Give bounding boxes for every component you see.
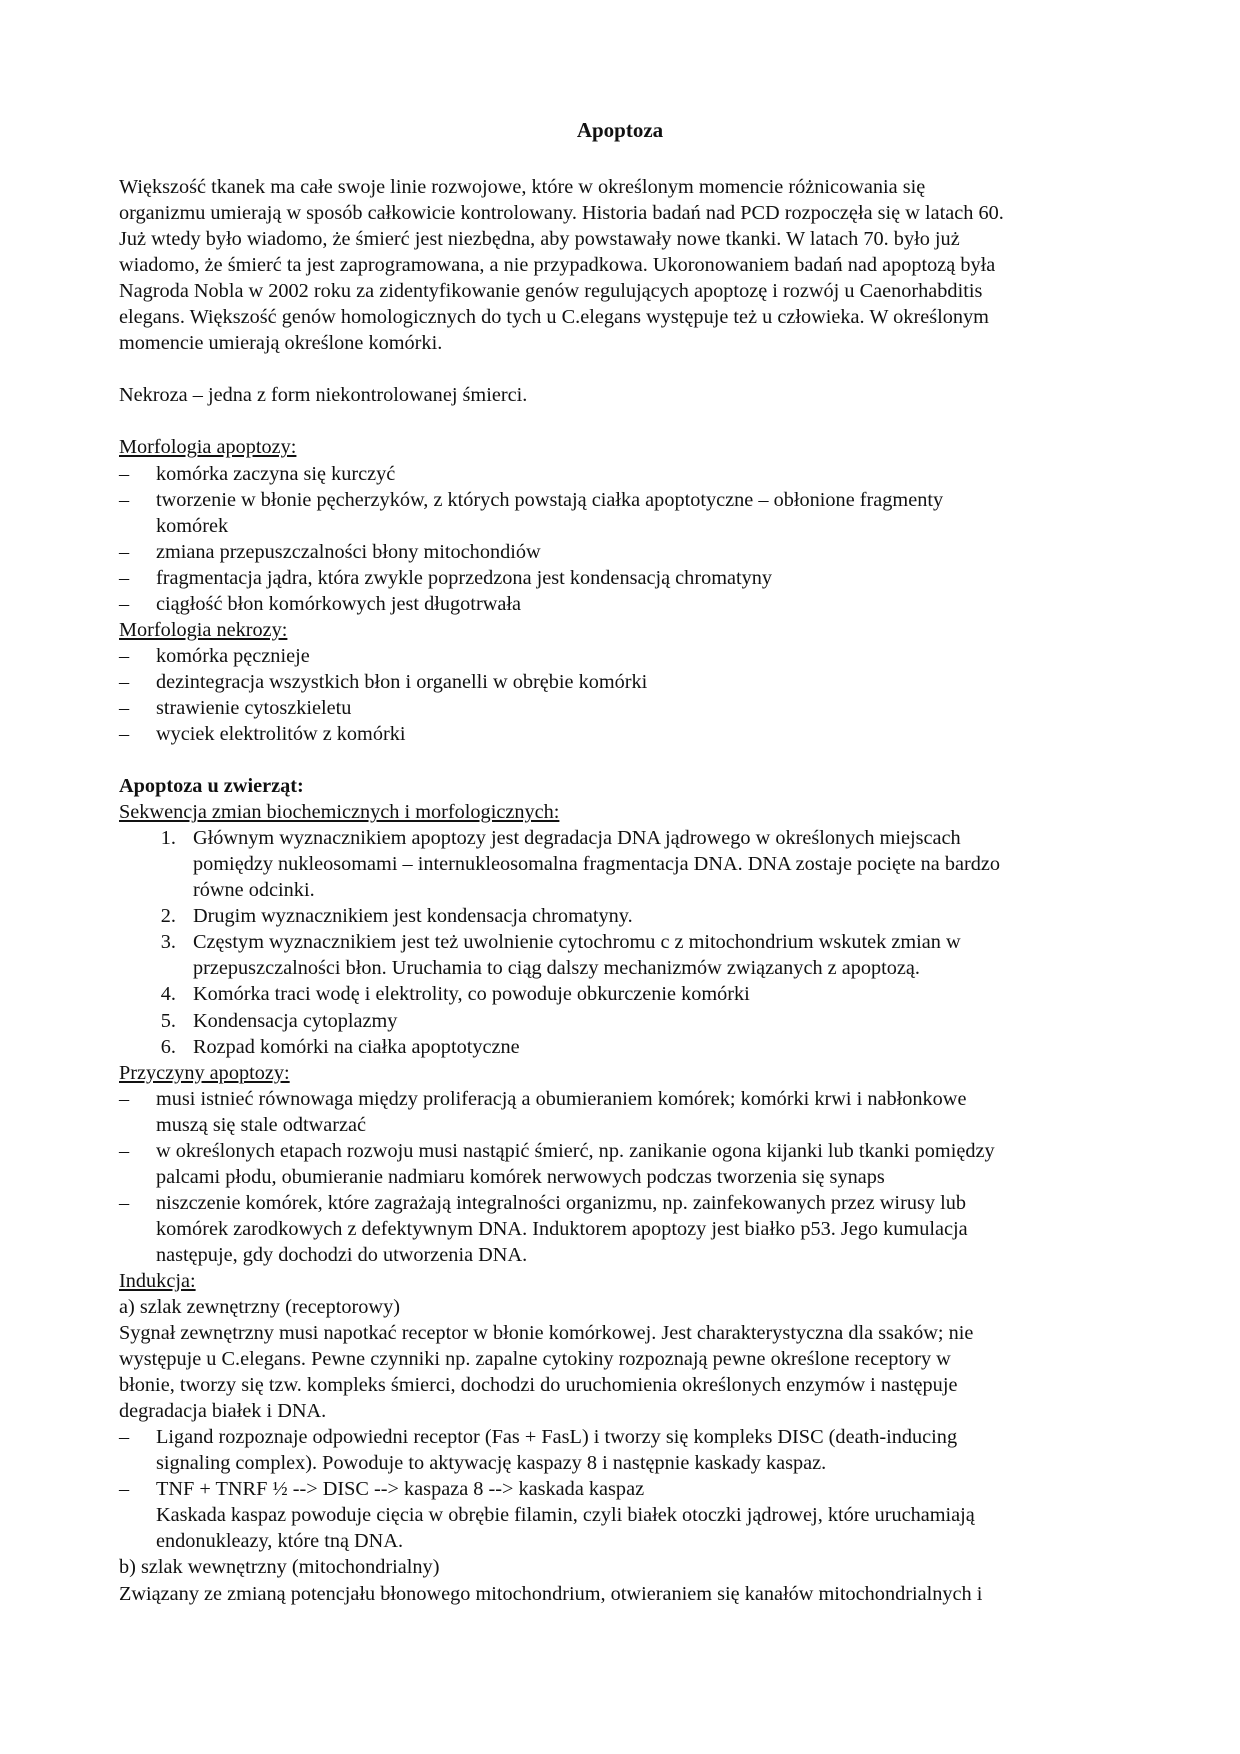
text-line xyxy=(119,226,1129,252)
bullet-dash: – xyxy=(119,1191,130,1214)
list-number: 6. xyxy=(160,1035,176,1058)
paragraph xyxy=(119,1320,1129,1424)
text-line xyxy=(119,1008,1129,1034)
text-line xyxy=(119,1372,1129,1398)
bullet-dash: – xyxy=(119,644,130,667)
line-text: zmiana przepuszczalności błony mitochondiów xyxy=(156,540,541,563)
text-line xyxy=(119,773,1129,799)
paragraph xyxy=(119,174,1129,356)
bullet-dash: – xyxy=(119,722,130,745)
line-text: Już wtedy było wiadomo, że śmierć jest niezbędna, aby powstawały nowe tkanki. W latach 70. było już xyxy=(119,228,960,251)
section-heading xyxy=(119,773,1129,799)
list-number: 5. xyxy=(160,1009,176,1032)
paragraph xyxy=(119,1554,1129,1580)
line-text: Przyczyny apoptozy: xyxy=(119,1061,290,1084)
text-line xyxy=(119,304,1129,330)
text-line xyxy=(119,461,1129,487)
bullet-item xyxy=(119,669,1129,695)
line-text: strawienie cytoszkieletu xyxy=(156,696,352,719)
text-line xyxy=(119,1424,1129,1450)
line-text: Komórka traci wodę i elektrolity, co powoduje obkurczenie komórki xyxy=(193,983,750,1006)
numbered-item xyxy=(119,1008,1129,1034)
numbered-item xyxy=(119,903,1129,929)
bullet-item xyxy=(119,591,1129,617)
line-text: występuje u C.elegans. Pewne czynniki np. zapalne cytokiny rozpoznają pewne określone receptory w xyxy=(119,1348,951,1371)
bullet-dash: – xyxy=(119,566,130,589)
list-number: 2. xyxy=(160,905,176,928)
bullet-dash: – xyxy=(119,1139,130,1162)
document-body xyxy=(119,174,1129,1607)
text-line xyxy=(119,1268,1129,1294)
line-text: następuje, gdy dochodzi do utworzenia DNA. xyxy=(156,1243,528,1266)
line-text: Głównym wyznacznikiem apoptozy jest degradacja DNA jądrowego w określonych miejscach xyxy=(193,827,961,850)
text-line xyxy=(119,1190,1129,1216)
bullet-item xyxy=(119,1424,1129,1476)
text-line xyxy=(119,252,1129,278)
line-text: tworzenie w błonie pęcherzyków, z których powstają ciałka apoptotyczne – obłonione fragmenty xyxy=(156,488,944,511)
bullet-dash: – xyxy=(119,592,130,615)
text-line xyxy=(119,1320,1129,1346)
line-text: Związany ze zmianą potencjału błonowego mitochondrium, otwieraniem się kanałów mitochondrialnych i xyxy=(119,1582,983,1605)
line-text: komórka zaczyna się kurczyć xyxy=(156,462,396,485)
line-text: Kaskada kaspaz powoduje cięcia w obrębie filamin, czyli białek otoczki jądrowej, które uruchamiają xyxy=(156,1504,975,1527)
paragraph xyxy=(119,1294,1129,1320)
bullet-dash: – xyxy=(119,462,130,485)
line-text: momencie umierają określone komórki. xyxy=(119,332,443,355)
line-text: wyciek elektrolitów z komórki xyxy=(156,722,406,745)
text-line xyxy=(119,1138,1129,1164)
bullet-dash: – xyxy=(119,1087,130,1110)
text-line xyxy=(119,721,1129,747)
bullet-dash: – xyxy=(119,696,130,719)
line-text: endonukleazy, które tną DNA. xyxy=(156,1530,404,1553)
blank-line xyxy=(119,356,1129,382)
text-line xyxy=(119,877,1129,903)
text-line xyxy=(119,1476,1129,1502)
line-text: Częstym wyznacznikiem jest też uwolnienie cytochromu c z mitochondrium wskutek zmian w xyxy=(193,931,961,954)
text-line xyxy=(119,1450,1129,1476)
line-text: Większość tkanek ma całe swoje linie rozwojowe, które w określonym momencie różnicowania się xyxy=(119,176,926,198)
text-line xyxy=(119,382,1129,408)
line-text: komórek xyxy=(156,514,229,537)
line-text: komórek zarodkowych z defektywnym DNA. Induktorem apoptozy jest białko p53. Jego kumulacja xyxy=(156,1217,968,1240)
paragraph xyxy=(119,382,1129,408)
line-text: organizmu umierają w sposób całkowicie kontrolowany. Historia badań nad PCD rozpoczęła się w latach 60. xyxy=(119,202,1004,225)
bullet-item xyxy=(119,1190,1129,1268)
numbered-item xyxy=(119,981,1129,1007)
section-heading xyxy=(119,1060,1129,1086)
section-heading xyxy=(119,1268,1129,1294)
document-title: Apoptoza xyxy=(576,118,664,142)
bullet-dash: – xyxy=(119,540,130,563)
text-line xyxy=(119,1554,1129,1580)
bullet-item xyxy=(119,539,1129,565)
text-line xyxy=(119,903,1129,929)
text-line xyxy=(119,981,1129,1007)
bullet-item xyxy=(119,721,1129,747)
text-line xyxy=(119,200,1129,226)
text-line xyxy=(119,643,1129,669)
line-text: fragmentacja jądra, która zwykle poprzedzona jest kondensacją chromatyny xyxy=(156,566,773,589)
line-text: a) szlak zewnętrzny (receptorowy) xyxy=(119,1296,400,1319)
text-line xyxy=(119,513,1129,539)
line-text: przepuszczalności błon. Uruchamia to ciąg dalszy mechanizmów związanych z apoptozą. xyxy=(193,957,920,980)
blank-line xyxy=(119,408,1129,434)
text-line xyxy=(119,1216,1129,1242)
line-text: ciągłość błon komórkowych jest długotrwała xyxy=(156,592,521,615)
line-text: Nekroza – jedna z form niekontrolowanej śmierci. xyxy=(119,384,528,407)
line-text: elegans. Większość genów homologicznych do tych u C.elegans występuje też u człowieka. W określonym xyxy=(119,306,989,329)
text-line xyxy=(119,1581,1129,1607)
line-text: błonie, tworzy się tzw. kompleks śmierci, dochodzi do uruchomienia określonych enzymów i następuje xyxy=(119,1374,958,1397)
line-text: TNF + TNRF ½ --> DISC --> kaspaza 8 --> kaskada kaspaz xyxy=(156,1478,645,1501)
numbered-item xyxy=(119,929,1129,981)
section-heading xyxy=(119,434,1129,460)
line-text: Apoptoza u zwierząt: xyxy=(119,775,304,798)
line-text: Ligand rozpoznaje odpowiedni receptor (Fas + FasL) i tworzy się kompleks DISC (death-inducing xyxy=(156,1426,958,1449)
text-line xyxy=(119,174,1129,200)
text-line xyxy=(119,278,1129,304)
line-text: palcami płodu, obumieranie nadmiaru komórek nerwowych podczas tworzenia się synaps xyxy=(156,1165,885,1188)
list-number: 1. xyxy=(160,827,176,850)
line-text: Kondensacja cytoplazmy xyxy=(193,1009,398,1032)
bullet-dash: – xyxy=(119,1426,130,1449)
text-line xyxy=(119,434,1129,460)
line-text: musi istnieć równowaga między proliferacją a obumieraniem komórek; komórki krwi i nabłonkowe xyxy=(156,1087,967,1110)
line-text: dezintegracja wszystkich błon i organelli w obrębie komórki xyxy=(156,670,648,693)
text-line xyxy=(119,1528,1129,1554)
list-number: 3. xyxy=(160,931,176,954)
text-line xyxy=(119,825,1129,851)
paragraph xyxy=(119,1581,1129,1607)
text-line xyxy=(119,1060,1129,1086)
blank-line xyxy=(119,747,1129,773)
line-text: Drugim wyznacznikiem jest kondensacja chromatyny. xyxy=(193,905,633,928)
text-line xyxy=(119,929,1129,955)
numbered-item xyxy=(119,1034,1129,1060)
text-line xyxy=(119,1294,1129,1320)
line-text: Sekwencja zmian biochemicznych i morfologicznych: xyxy=(119,801,560,824)
section-heading xyxy=(119,617,1129,643)
line-text: Morfologia nekrozy: xyxy=(119,618,288,641)
line-text: komórka pęcznieje xyxy=(156,644,310,667)
text-line xyxy=(119,487,1129,513)
text-line xyxy=(119,591,1129,617)
line-text: Sygnał zewnętrzny musi napotkać receptor w błonie komórkowej. Jest charakterystyczna dla ssaków; nie xyxy=(119,1322,974,1345)
text-line xyxy=(119,851,1129,877)
line-text: Morfologia apoptozy: xyxy=(119,436,297,459)
bullet-dash: – xyxy=(119,670,130,693)
text-line xyxy=(119,617,1129,643)
text-line xyxy=(119,1502,1129,1528)
bullet-item xyxy=(119,1138,1129,1190)
line-text: Indukcja: xyxy=(119,1269,196,1292)
text-line xyxy=(119,1112,1129,1138)
text-line xyxy=(119,1242,1129,1268)
line-text: wiadomo, że śmierć ta jest zaprogramowana, a nie przypadkowa. Ukoronowaniem badań nad apoptozą była xyxy=(119,254,996,277)
text-line xyxy=(119,1086,1129,1112)
text-line xyxy=(119,669,1129,695)
line-text: Nagroda Nobla w 2002 roku za zidentyfikowanie genów regulujących apoptozę i rozwój u Caenorhabditis xyxy=(119,280,983,303)
text-line xyxy=(119,1398,1129,1424)
bullet-item xyxy=(119,1476,1129,1554)
bullet-item xyxy=(119,695,1129,721)
numbered-item xyxy=(119,825,1129,903)
line-text: niszczenie komórek, które zagrażają integralności organizmu, np. zainfekowanych przez wirusy lub xyxy=(156,1191,966,1214)
line-text: pomiędzy nukleosomami – internukleosomalna fragmentacja DNA. DNA zostaje pocięte na bardzo xyxy=(193,853,1001,876)
text-line xyxy=(119,1346,1129,1372)
bullet-item xyxy=(119,487,1129,539)
bullet-item xyxy=(119,461,1129,487)
bullet-item xyxy=(119,1086,1129,1138)
bullet-dash: – xyxy=(119,488,130,511)
line-text: w określonych etapach rozwoju musi nastąpić śmierć, np. zanikanie ogona kijanki lub tkanki pomiędzy xyxy=(156,1139,995,1162)
line-text: b) szlak wewnętrzny (mitochondrialny) xyxy=(119,1556,440,1579)
line-text: signaling complex). Powoduje to aktywację kaspazy 8 i następnie kaskady kaspaz. xyxy=(156,1452,827,1475)
line-text: muszą się stale odtwarzać xyxy=(156,1113,367,1136)
text-line xyxy=(119,695,1129,721)
text-line xyxy=(119,1164,1129,1190)
bullet-item xyxy=(119,643,1129,669)
text-line xyxy=(119,539,1129,565)
list-number: 4. xyxy=(160,983,176,1006)
line-text: degradacja białek i DNA. xyxy=(119,1400,327,1423)
line-text: równe odcinki. xyxy=(193,879,315,902)
bullet-dash: – xyxy=(119,1478,130,1501)
section-heading xyxy=(119,799,1129,825)
text-line xyxy=(119,565,1129,591)
text-line xyxy=(119,955,1129,981)
text-line xyxy=(119,1034,1129,1060)
line-text: Rozpad komórki na ciałka apoptotyczne xyxy=(193,1035,520,1058)
text-line xyxy=(119,799,1129,825)
text-line xyxy=(119,330,1129,356)
bullet-item xyxy=(119,565,1129,591)
